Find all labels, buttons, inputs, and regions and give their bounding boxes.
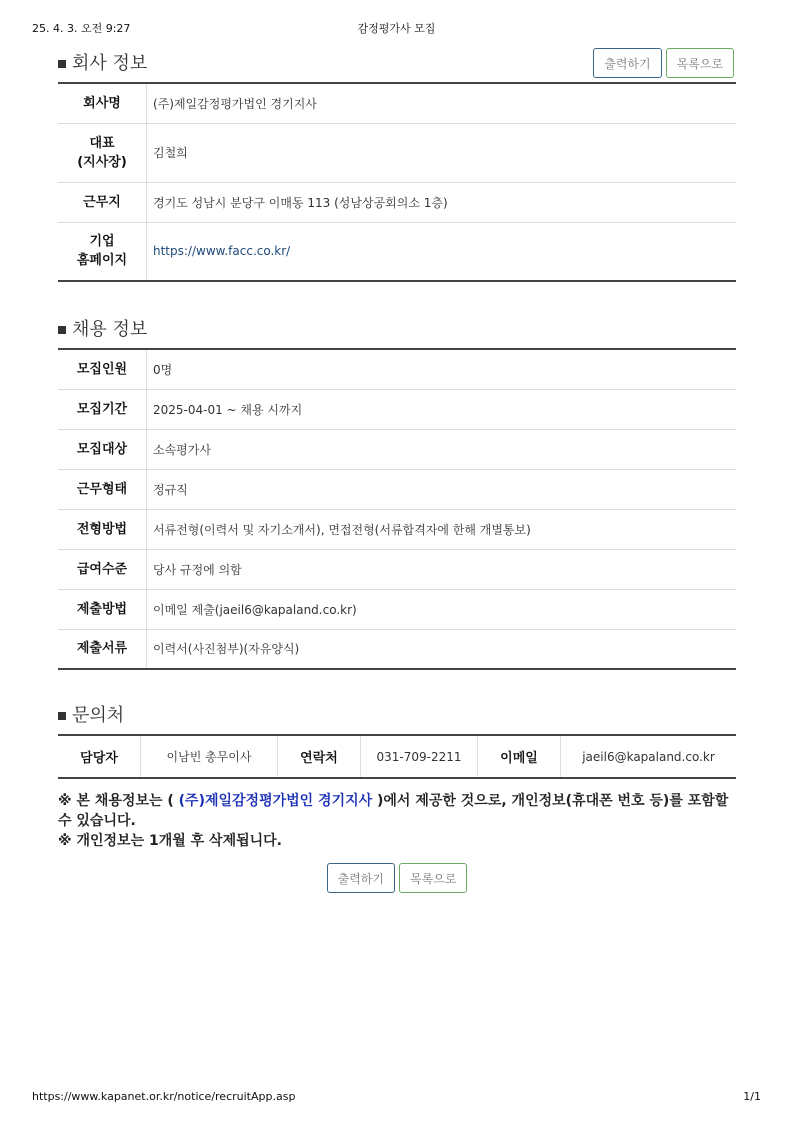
row-label: 전형방법 xyxy=(58,509,147,549)
row-label: 대표 (지사장) xyxy=(58,123,147,182)
row-value: 0명 xyxy=(153,362,173,377)
table-row xyxy=(58,123,736,182)
email-label: 이메일 xyxy=(478,735,561,778)
row-value: 이력서(사진첨부)(자유양식) xyxy=(147,629,737,669)
notice-line-2: ※ 개인정보는 1개월 후 삭제됩니다. xyxy=(58,833,282,849)
row-label: 제출방법 xyxy=(58,589,147,629)
table-row xyxy=(58,222,736,281)
row-label: 모집인원 xyxy=(58,349,147,389)
row-value: 경기도 성남시 분당구 이매동 113 (성남상공회의소 1층) xyxy=(147,182,737,222)
print-title: 감정평가사 모집 xyxy=(357,22,436,35)
table-row xyxy=(58,182,736,222)
row-label: 모집대상 xyxy=(58,429,147,469)
square-bullet-icon xyxy=(58,326,66,334)
row-label: 근무지 xyxy=(58,182,147,222)
company-info-table xyxy=(58,82,736,282)
row-label: 회사명 xyxy=(58,83,147,123)
contact-table xyxy=(58,734,736,779)
square-bullet-icon xyxy=(58,60,66,68)
table-row xyxy=(58,83,736,123)
company-section-title: 회사 정보 xyxy=(58,49,147,75)
table-row xyxy=(58,389,736,429)
recruit-info-table xyxy=(58,348,736,670)
list-button[interactable]: 목록으로 xyxy=(399,863,467,893)
manager-value: 이남빈 총무이사 xyxy=(141,735,278,778)
row-label: 급여수준 xyxy=(58,549,147,589)
homepage-link[interactable]: https://www.facc.co.kr/ xyxy=(153,244,291,259)
row-label: 기업 홈페이지 xyxy=(58,222,147,281)
top-button-group xyxy=(593,48,734,78)
row-label: 모집기간 xyxy=(58,389,147,429)
print-date: 25. 4. 3. 오전 9:27 xyxy=(32,22,131,35)
phone-value: 031-709-2211 xyxy=(361,735,478,778)
table-row xyxy=(58,629,736,669)
table-row xyxy=(58,735,736,778)
notice-company: (주)제일감정평가법인 경기지사 xyxy=(178,793,373,809)
bottom-button-group xyxy=(58,863,736,893)
row-value: 김철희 xyxy=(147,123,737,182)
table-row xyxy=(58,549,736,589)
company-section-header xyxy=(58,44,736,82)
print-header xyxy=(32,20,761,36)
table-row xyxy=(58,349,736,389)
row-value: 소속평가사 xyxy=(147,429,737,469)
notice-line-1: ※ 본 채용정보는 ( (주)제일감정평가법인 경기지사 )에서 제공한 것으로, 개인정보(휴대폰 번호 등)를 포함할 수 있습니다. xyxy=(58,793,729,829)
table-row xyxy=(58,469,736,509)
print-footer xyxy=(32,1090,761,1106)
row-label: 제출서류 xyxy=(58,629,147,669)
recruit-section-header xyxy=(58,310,736,348)
row-value: (주)제일감정평가법인 경기지사 xyxy=(153,96,317,111)
row-value: 당사 규정에 의함 xyxy=(147,549,737,589)
row-value: 2025-04-01 ~ 채용 시까지 xyxy=(147,389,737,429)
main-content xyxy=(58,44,736,893)
phone-label: 연락처 xyxy=(278,735,361,778)
contact-section-header xyxy=(58,696,736,734)
email-value: jaeil6@kapaland.co.kr xyxy=(582,749,715,764)
privacy-notice xyxy=(58,791,736,851)
print-button[interactable]: 출력하기 xyxy=(327,863,395,893)
page-url: https://www.kapanet.or.kr/notice/recruitApp.asp xyxy=(32,1090,296,1103)
list-button[interactable]: 목록으로 xyxy=(666,48,734,78)
row-value xyxy=(147,222,737,281)
row-label: 근무형태 xyxy=(58,469,147,509)
page-number: 1/1 xyxy=(743,1090,761,1103)
row-value: 이메일 제출(jaeil6@kapaland.co.kr) xyxy=(147,589,737,629)
recruit-section-title: 채용 정보 xyxy=(58,315,147,341)
table-row xyxy=(58,509,736,549)
square-bullet-icon xyxy=(58,712,66,720)
print-button[interactable]: 출력하기 xyxy=(593,48,661,78)
contact-section-title: 문의처 xyxy=(58,701,124,727)
row-value: 정규직 xyxy=(147,469,737,509)
manager-label: 담당자 xyxy=(58,735,141,778)
row-value: 서류전형(이력서 및 자기소개서), 면접전형(서류합격자에 한해 개별통보) xyxy=(147,509,737,549)
table-row xyxy=(58,589,736,629)
table-row xyxy=(58,429,736,469)
